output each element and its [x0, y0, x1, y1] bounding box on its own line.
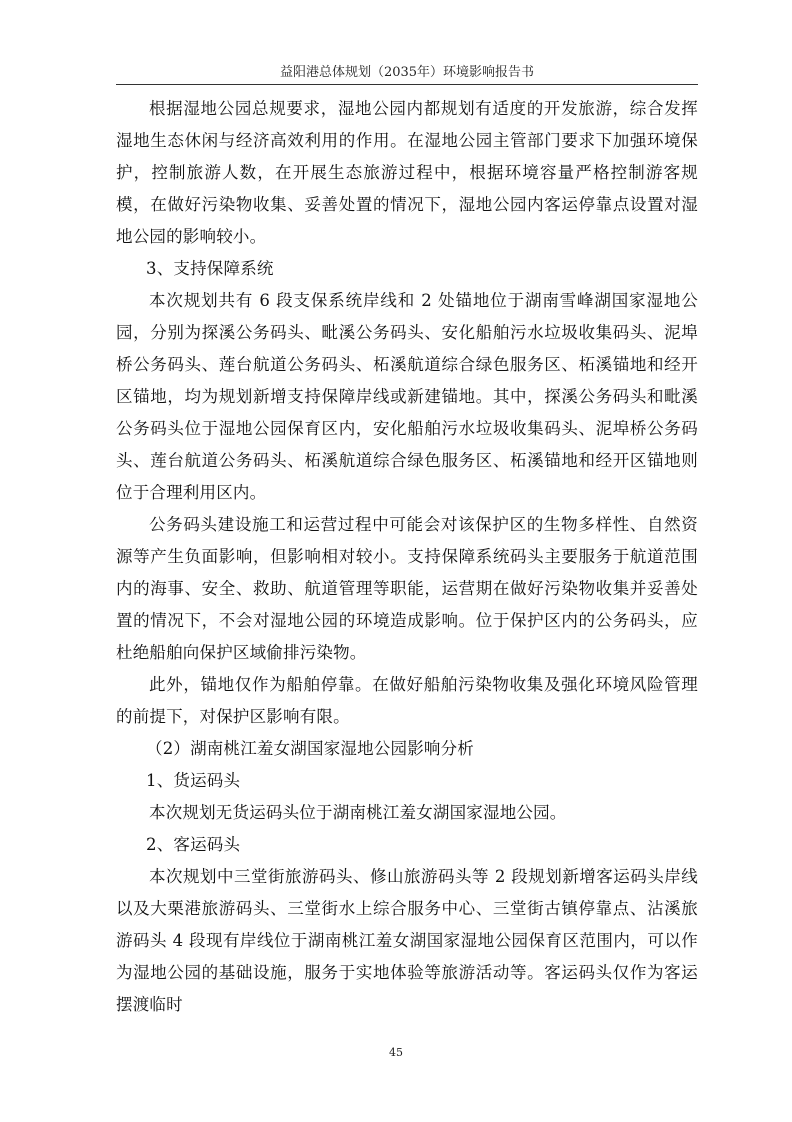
- paragraph-cargo-wharf: 本次规划无货运码头位于湖南桃江羞女湖国家湿地公园。: [149, 803, 567, 822]
- heading-support-system: 3、支持保障系统: [146, 259, 274, 278]
- paragraph-wetland-tourism: 根据湿地公园总规要求，湿地公园内都规划有适度的开发旅游，综合发挥湿地生态休闲与经济高效利用的作用。在湿地公园主管部门要求下加强环境保护，控制旅游人数，在开展生态旅游过程中，根据环境容量严格控制游客规模，在做好污染物收集、妥善处置的情况下，湿地公园内客运停靠点设置对湿地公园的影响较小。: [116, 99, 698, 246]
- document-body: [116, 93, 698, 1021]
- heading-xiunvhu-analysis: （2）湖南桃江羞女湖国家湿地公园影响分析: [146, 739, 474, 758]
- heading-passenger-wharf: 2、客运码头: [146, 835, 241, 854]
- page-number: 45: [389, 1046, 403, 1059]
- paragraph-anchorage: 此外，锚地仅作为船舶停靠。在做好船舶污染物收集及强化环境风险管理的前提下，对保护区影响有限。: [116, 675, 698, 726]
- paragraph-official-wharf-impact: 公务码头建设施工和运营过程中可能会对该保护区的生物多样性、自然资源等产生负面影响，但影响相对较小。支持保障系统码头主要服务于航道范围内的海事、安全、救助、航道管理等职能，运营期在做好污染物收集并妥善处置的情况下，不会对湿地公园的环境造成影响。位于保护区内的公务码头，应杜绝船舶向保护区域偷排污染物。: [116, 515, 698, 662]
- heading-cargo-wharf: 1、货运码头: [146, 771, 241, 790]
- paragraph-support-shorelines: 本次规划共有 6 段支保系统岸线和 2 处锚地位于湖南雪峰湖国家湿地公园，分别为探溪公务码头、毗溪公务码头、安化船舶污水垃圾收集码头、泥埠桥公务码头、莲台航道公务码头、柘溪航道综合绿色服务区、柘溪锚地和经开区锚地，均为规划新增支持保障岸线或新建锚地。其中，探溪公务码头和毗溪公务码头位于湿地公园保育区内，安化船舶污水垃圾收集码头、泥埠桥公务码头、莲台航道公务码头、柘溪航道综合绿色服务区、柘溪锚地和经开区锚地则位于合理利用区内。: [116, 291, 698, 502]
- running-header: 益阳港总体规划（2035年）环境影响报告书: [279, 65, 535, 80]
- paragraph-passenger-wharf: 本次规划中三堂街旅游码头、修山旅游码头等 2 段规划新增客运码头岸线以及大栗港旅游码头、三堂街水上综合服务中心、三堂街古镇停靠点、沾溪旅游码头 4 段现有岸线位于湖南桃江羞女湖国家湿地公园保育区范围内，可以作为湿地公园的基础设施，服务于实地体验等旅游活动等。客运码头仅作为客运摆渡临时: [116, 867, 698, 1014]
- header-rule: [116, 84, 698, 85]
